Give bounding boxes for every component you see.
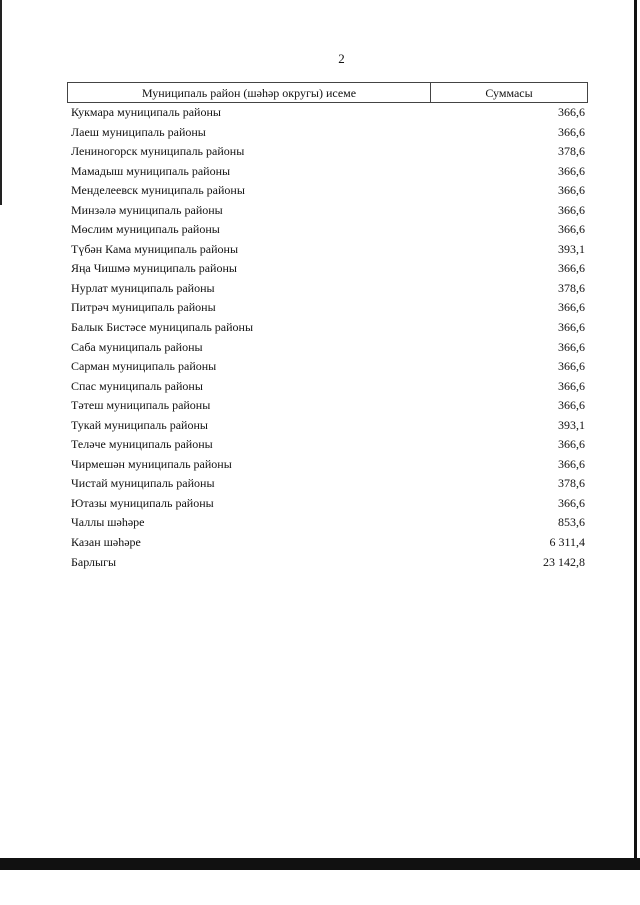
row-sum: 366,6 [558, 163, 585, 178]
table-row [67, 513, 588, 533]
row-name: Казан шәһәре [71, 535, 141, 550]
scan-left-edge [0, 0, 2, 205]
table-row [67, 494, 588, 514]
row-sum: 366,6 [558, 437, 585, 452]
row-sum: 366,6 [558, 261, 585, 276]
row-sum: 378,6 [558, 280, 585, 295]
row-sum: 366,6 [558, 300, 585, 315]
table-row [67, 553, 588, 573]
row-sum: 366,6 [558, 339, 585, 354]
table-row [67, 142, 588, 162]
row-name: Түбән Кама муниципаль районы [71, 241, 239, 256]
row-name: Лаеш муниципаль районы [71, 124, 206, 139]
table-row [67, 123, 588, 143]
table-row [67, 318, 588, 338]
scan-right-edge [634, 0, 637, 870]
row-name: Нурлат муниципаль районы [71, 280, 215, 295]
table-row [67, 259, 588, 279]
row-name: Чирмешән муниципаль районы [71, 456, 232, 471]
row-sum: 378,6 [558, 144, 585, 159]
row-name: Спас муниципаль районы [71, 378, 203, 393]
row-sum: 366,6 [558, 183, 585, 198]
municipal-sums-table [67, 82, 588, 572]
row-name: Тукай муниципаль районы [71, 417, 208, 432]
table-row [67, 201, 588, 221]
row-name: Сарман муниципаль районы [71, 359, 217, 374]
table-row [67, 240, 588, 260]
column-header-name: Муниципаль район (шәһәр округы) исеме [68, 83, 431, 102]
row-name: Чистай муниципаль районы [71, 476, 215, 491]
row-sum: 366,6 [558, 359, 585, 374]
row-name: Барлыгы [71, 554, 117, 569]
row-sum: 366,6 [558, 202, 585, 217]
row-name: Теләче муниципаль районы [71, 437, 213, 452]
table-row [67, 533, 588, 553]
row-name: Мөслим муниципаль районы [71, 222, 220, 237]
row-name: Яңа Чишмә муниципаль районы [71, 261, 237, 276]
table-row [67, 435, 588, 455]
table-header [67, 82, 588, 103]
row-sum: 393,1 [558, 417, 585, 432]
row-name: Лениногорск муниципаль районы [71, 144, 245, 159]
row-sum: 393,1 [558, 241, 585, 256]
column-header-sum: Суммасы [485, 86, 533, 100]
row-sum: 366,6 [558, 124, 585, 139]
table-row [67, 181, 588, 201]
page-number: 2 [338, 51, 345, 66]
table-row [67, 474, 588, 494]
row-name: Чаллы шәһәре [71, 515, 145, 530]
row-sum: 23 142,8 [543, 554, 585, 569]
table-row [67, 338, 588, 358]
row-name: Питрәч муниципаль районы [71, 300, 216, 315]
table-row [67, 220, 588, 240]
row-sum: 378,6 [558, 476, 585, 491]
row-name: Саба муниципаль районы [71, 339, 203, 354]
row-name: Балык Бистәсе муниципаль районы [71, 320, 254, 335]
row-sum: 853,6 [558, 515, 585, 530]
row-sum: 366,6 [558, 378, 585, 393]
table-row [67, 103, 588, 123]
row-sum: 366,6 [558, 320, 585, 335]
row-name: Тәтеш муниципаль районы [71, 398, 211, 413]
row-name: Минзәлә муниципаль районы [71, 202, 223, 217]
table-row [67, 298, 588, 318]
row-sum: 366,6 [558, 105, 585, 119]
row-name: Кукмара муниципаль районы [71, 105, 221, 119]
table-row [67, 455, 588, 475]
scan-bottom-bar [0, 858, 640, 870]
row-sum: 366,6 [558, 222, 585, 237]
row-sum: 366,6 [558, 398, 585, 413]
table-row [67, 396, 588, 416]
table-row [67, 416, 588, 436]
row-sum: 6 311,4 [549, 535, 585, 550]
table-row [67, 279, 588, 299]
table-row [67, 162, 588, 182]
row-name: Мамадыш муниципаль районы [71, 163, 231, 178]
table-body [67, 103, 588, 572]
table-row [67, 377, 588, 397]
row-sum: 366,6 [558, 456, 585, 471]
table-row [67, 357, 588, 377]
row-sum: 366,6 [558, 495, 585, 510]
row-name: Ютазы муниципаль районы [71, 495, 214, 510]
row-name: Менделеевск муниципаль районы [71, 183, 245, 198]
